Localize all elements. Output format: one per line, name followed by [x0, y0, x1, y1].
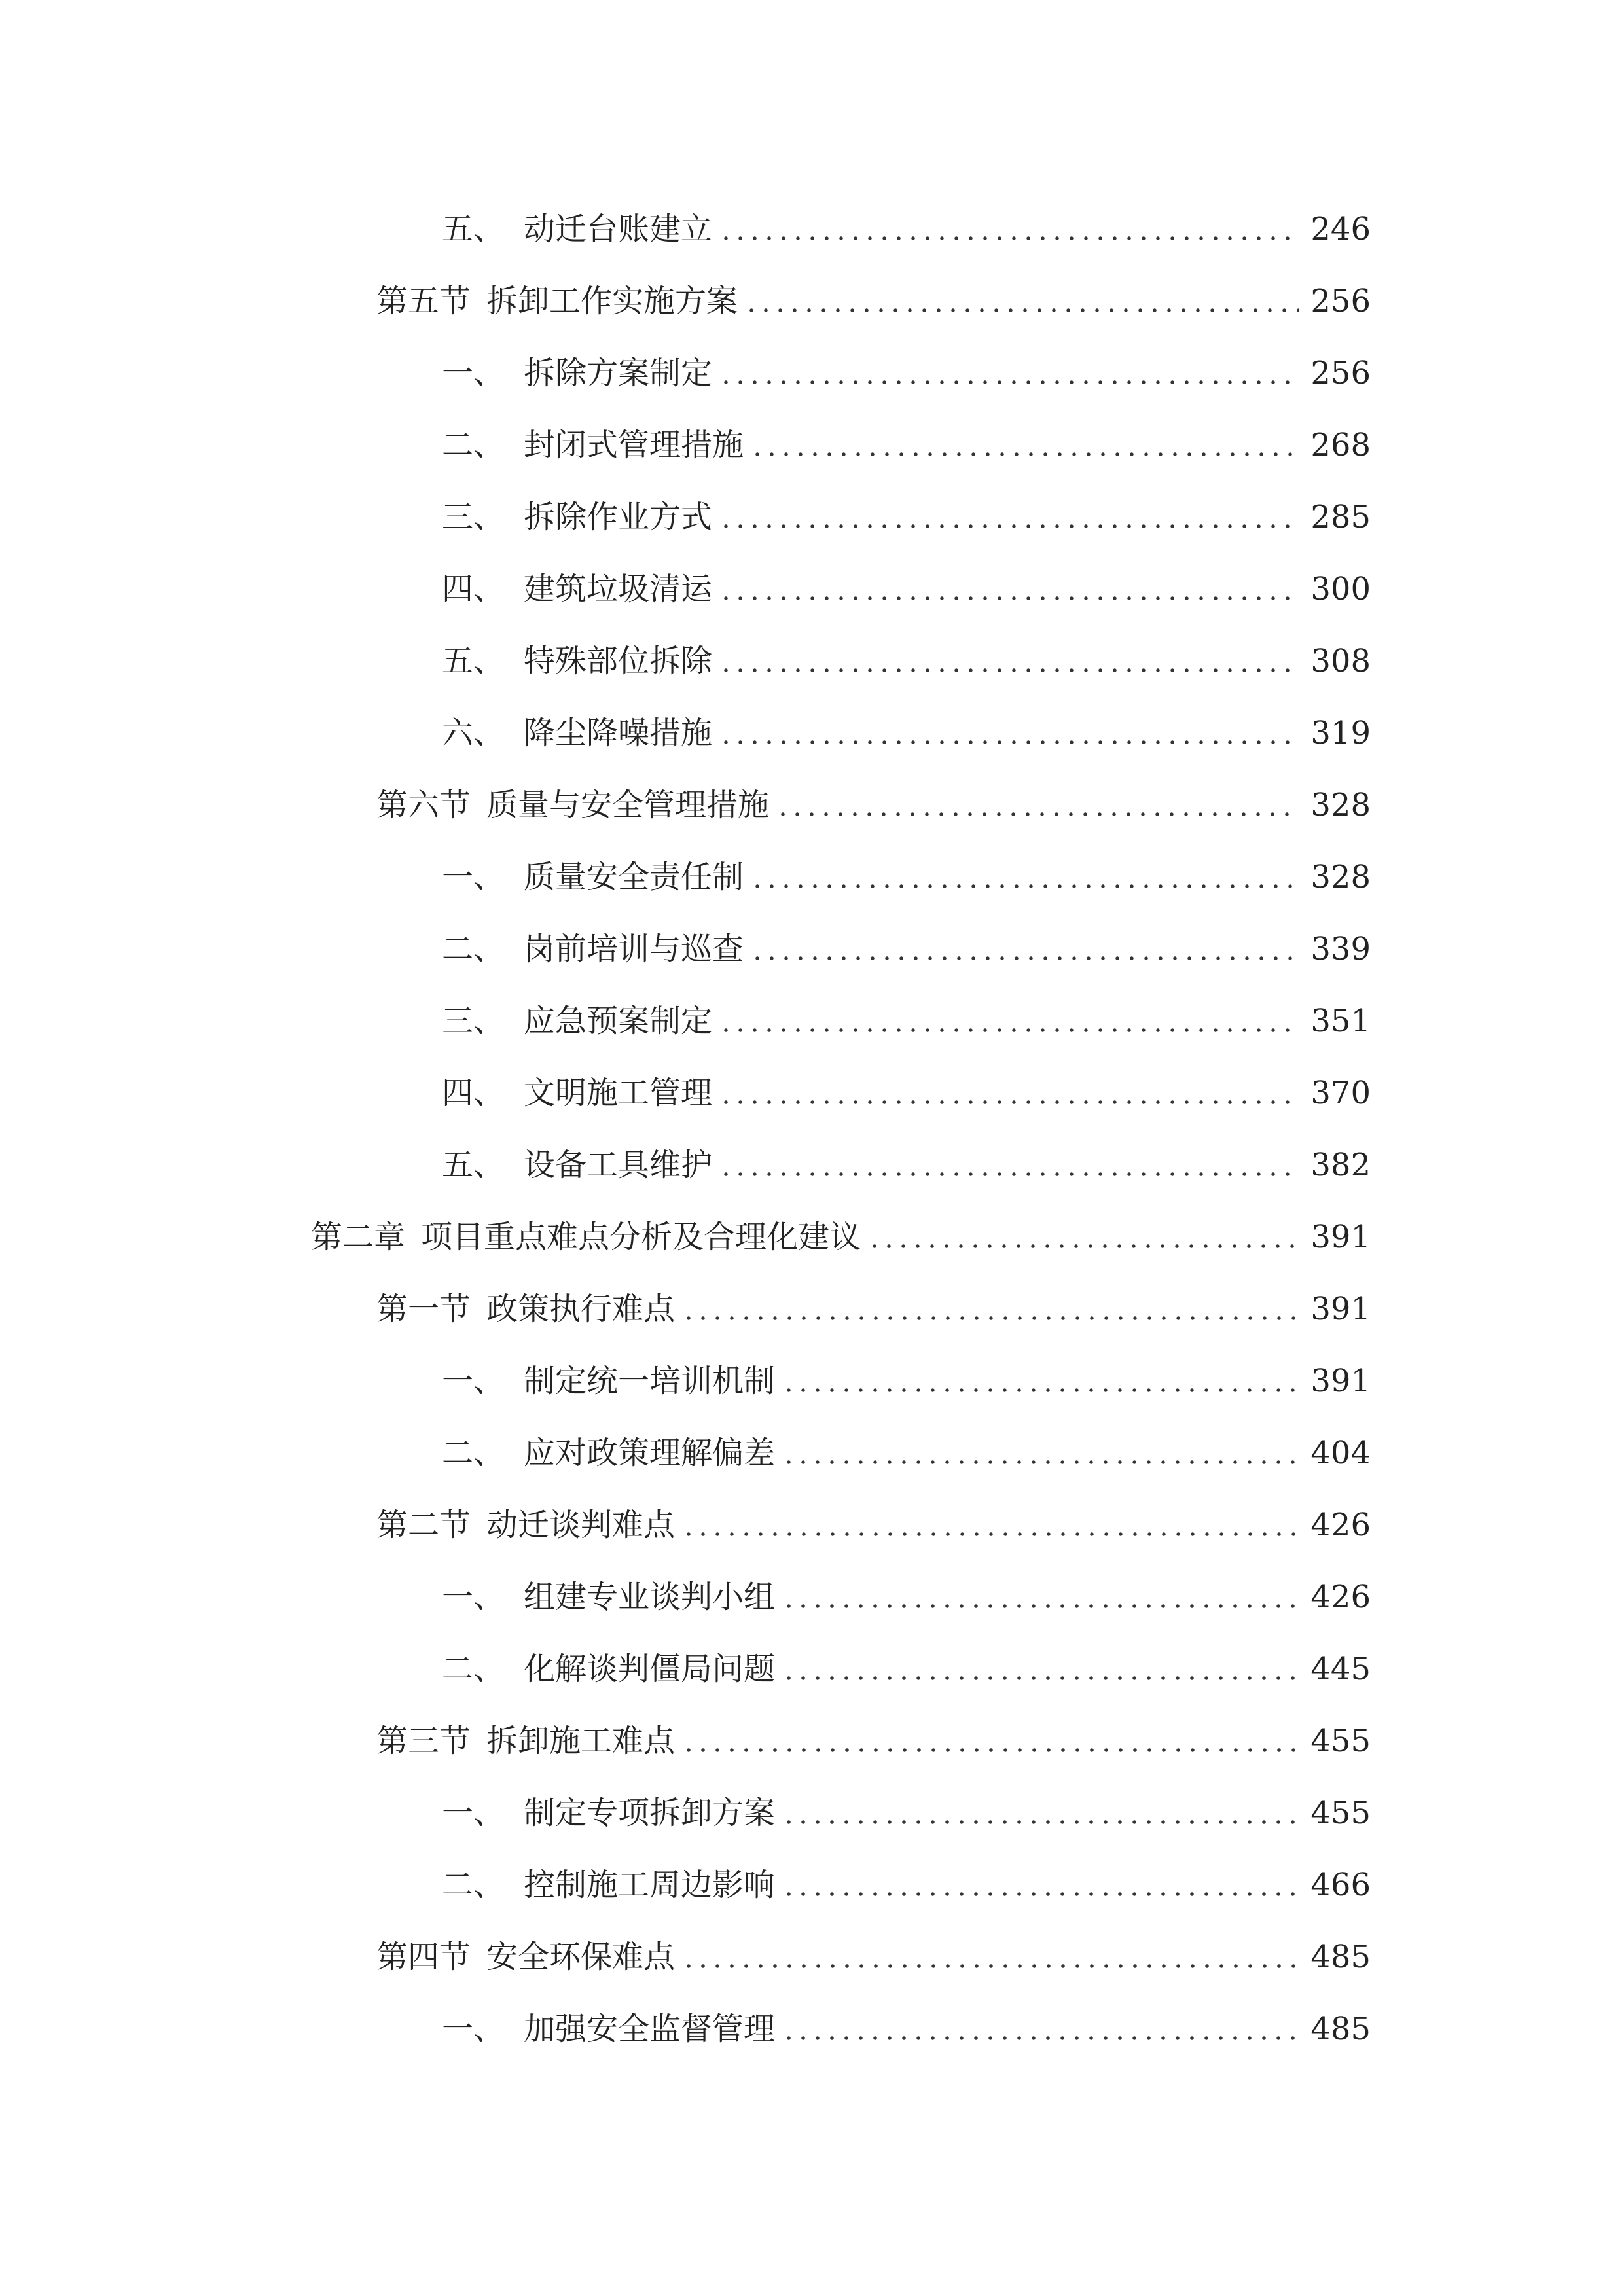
toc-entry-page-number: 455 — [1310, 1795, 1371, 1831]
toc-entry-line — [442, 913, 1371, 985]
dot-leader — [719, 717, 1299, 749]
toc-entry-title: 动迁谈判难点 — [486, 1507, 676, 1543]
toc-entry[interactable] — [0, 1633, 1624, 1705]
toc-entry-title: 建筑垃圾清运 — [524, 571, 713, 607]
dot-leader — [719, 1077, 1299, 1109]
toc-entry-page-number: 382 — [1310, 1147, 1371, 1183]
toc-entry-page-number: 391 — [1310, 1363, 1371, 1399]
toc-entry-number: 二、 — [442, 1435, 505, 1471]
toc-entry-page-number: 308 — [1310, 643, 1371, 679]
toc-entry-number: 第二章 — [311, 1219, 406, 1255]
toc-entry-line — [376, 1705, 1371, 1777]
dot-leader — [867, 1221, 1299, 1253]
dot-leader — [719, 1005, 1299, 1037]
toc-entry-page-number: 319 — [1310, 715, 1371, 751]
dot-leader — [776, 789, 1299, 821]
toc-entry-number: 三、 — [442, 499, 505, 535]
toc-entry[interactable] — [0, 1057, 1624, 1129]
toc-entry-page-number: 445 — [1310, 1651, 1371, 1687]
toc-entry-title: 项目重点难点分析及合理化建议 — [421, 1219, 861, 1255]
toc-entry-line — [442, 1345, 1371, 1417]
toc-entry-line — [442, 841, 1371, 913]
toc-entry-page-number: 466 — [1310, 1867, 1371, 1903]
toc-entry-line — [442, 1633, 1371, 1705]
toc-entry-number: 一、 — [442, 1363, 505, 1399]
toc-entry-page-number: 391 — [1310, 1291, 1371, 1327]
toc-entry-line — [376, 265, 1371, 337]
toc-entry[interactable] — [0, 1273, 1624, 1345]
toc-entry-page-number: 246 — [1310, 211, 1371, 247]
dot-leader — [681, 1293, 1299, 1325]
toc-entry-page-number: 268 — [1310, 427, 1371, 463]
toc-entry-number: 一、 — [442, 1795, 505, 1831]
toc-entry-line — [442, 985, 1371, 1057]
toc-entry[interactable] — [0, 1921, 1624, 1993]
toc-entry-line — [311, 1201, 1371, 1273]
toc-entry-number: 四、 — [442, 571, 505, 607]
toc-entry-page-number: 339 — [1310, 931, 1371, 967]
toc-entry-title: 质量与安全管理措施 — [486, 787, 770, 823]
toc-entry[interactable] — [0, 193, 1624, 265]
toc-entry[interactable] — [0, 1417, 1624, 1489]
toc-entry-line — [442, 1057, 1371, 1129]
toc-entry-page-number: 328 — [1310, 787, 1371, 823]
toc-entry-line — [442, 337, 1371, 409]
toc-entry-number: 一、 — [442, 2011, 505, 2047]
dot-leader — [782, 1437, 1299, 1469]
toc-entry-title: 安全环保难点 — [486, 1939, 676, 1975]
toc-entry-page-number: 351 — [1310, 1003, 1371, 1039]
toc-entry-title: 拆卸工作实施方案 — [486, 283, 738, 319]
dot-leader — [782, 1365, 1299, 1397]
dot-leader — [719, 573, 1299, 605]
toc-entry-number: 第六节 — [376, 787, 471, 823]
toc-entry-line — [442, 1417, 1371, 1489]
toc-entry[interactable] — [0, 481, 1624, 553]
toc-entry-number: 第二节 — [376, 1507, 471, 1543]
toc-entry-title: 拆除方案制定 — [524, 355, 713, 391]
toc-entry-line — [376, 1489, 1371, 1561]
toc-entry-page-number: 485 — [1310, 2011, 1371, 2047]
toc-entry-line — [442, 1993, 1371, 2065]
dot-leader — [719, 501, 1299, 533]
toc-entry-title: 制定专项拆卸方案 — [524, 1795, 776, 1831]
toc-entry-number: 二、 — [442, 1651, 505, 1687]
toc-entry-title: 文明施工管理 — [524, 1075, 713, 1111]
dot-leader — [681, 1941, 1299, 1973]
toc-entry-number: 一、 — [442, 355, 505, 391]
dot-leader — [681, 1509, 1299, 1541]
toc-entry-number: 三、 — [442, 1003, 505, 1039]
toc-entry-title: 拆除作业方式 — [524, 499, 713, 535]
toc-entry-title: 制定统一培训机制 — [524, 1363, 776, 1399]
toc-entry-number: 六、 — [442, 715, 505, 751]
toc-entry[interactable] — [0, 1345, 1624, 1417]
dot-leader — [750, 933, 1299, 965]
toc-entry-page-number: 404 — [1310, 1435, 1371, 1471]
toc-entry-line — [442, 697, 1371, 769]
toc-entry-number: 一、 — [442, 1579, 505, 1615]
toc-entry-number: 二、 — [442, 427, 505, 463]
toc-entry-line — [442, 409, 1371, 481]
toc-entry-page-number: 426 — [1310, 1507, 1371, 1543]
dot-leader — [719, 357, 1299, 389]
toc-entry-title: 质量安全责任制 — [524, 859, 744, 895]
dot-leader — [719, 1149, 1299, 1181]
toc-entry[interactable] — [0, 1705, 1624, 1777]
dot-leader — [681, 1725, 1299, 1757]
toc-entry-number: 第三节 — [376, 1723, 471, 1759]
toc-entry[interactable] — [0, 985, 1624, 1057]
toc-entry-number: 五、 — [442, 643, 505, 679]
toc-entry[interactable] — [0, 1129, 1624, 1201]
toc-entry-title: 控制施工周边影响 — [524, 1867, 776, 1903]
dot-leader — [719, 213, 1299, 245]
dot-leader — [782, 1581, 1299, 1613]
toc-entry-page-number: 300 — [1310, 571, 1371, 607]
toc-entry-line — [442, 1129, 1371, 1201]
toc-entry-title: 设备工具维护 — [524, 1147, 713, 1183]
toc-entry-line — [442, 553, 1371, 625]
toc-entry-title: 加强安全监督管理 — [524, 2011, 776, 2047]
toc-entry[interactable] — [0, 697, 1624, 769]
toc-entry-title: 政策执行难点 — [486, 1291, 676, 1327]
toc-entry[interactable] — [0, 1561, 1624, 1633]
toc-entry-page-number: 485 — [1310, 1939, 1371, 1975]
toc-entry-number: 第五节 — [376, 283, 471, 319]
table-of-contents — [0, 193, 1624, 2065]
toc-entry[interactable] — [0, 265, 1624, 337]
toc-entry-number: 四、 — [442, 1075, 505, 1111]
toc-entry-title: 拆卸施工难点 — [486, 1723, 676, 1759]
toc-entry[interactable] — [0, 1489, 1624, 1561]
toc-entry-line — [376, 1921, 1371, 1993]
toc-entry-page-number: 256 — [1310, 283, 1371, 319]
toc-entry[interactable] — [0, 553, 1624, 625]
toc-entry[interactable] — [0, 1201, 1624, 1273]
toc-entry-line — [376, 769, 1371, 841]
toc-entry[interactable] — [0, 913, 1624, 985]
toc-entry-line — [442, 193, 1371, 265]
toc-entry-title: 动迁台账建立 — [524, 211, 713, 247]
dot-leader — [744, 285, 1299, 317]
toc-entry-title: 岗前培训与巡查 — [524, 931, 744, 967]
dot-leader — [782, 1869, 1299, 1901]
toc-entry-line — [442, 1777, 1371, 1849]
toc-entry-title: 化解谈判僵局问题 — [524, 1651, 776, 1687]
dot-leader — [750, 861, 1299, 893]
toc-entry-line — [442, 1849, 1371, 1921]
toc-entry-number: 第一节 — [376, 1291, 471, 1327]
toc-entry-line — [442, 625, 1371, 697]
toc-entry-page-number: 256 — [1310, 355, 1371, 391]
toc-entry-title: 应急预案制定 — [524, 1003, 713, 1039]
toc-entry-title: 特殊部位拆除 — [524, 643, 713, 679]
toc-entry-number: 二、 — [442, 1867, 505, 1903]
toc-entry-page-number: 285 — [1310, 499, 1371, 535]
dot-leader — [750, 429, 1299, 461]
dot-leader — [719, 645, 1299, 677]
toc-entry-line — [376, 1273, 1371, 1345]
toc-entry-number: 五、 — [442, 1147, 505, 1183]
toc-entry-page-number: 328 — [1310, 859, 1371, 895]
toc-entry[interactable] — [0, 1849, 1624, 1921]
toc-entry[interactable] — [0, 409, 1624, 481]
toc-entry-title: 封闭式管理措施 — [524, 427, 744, 463]
toc-entry-number: 第四节 — [376, 1939, 471, 1975]
dot-leader — [782, 2013, 1299, 2045]
toc-entry-number: 五、 — [442, 211, 505, 247]
toc-entry-line — [442, 1561, 1371, 1633]
dot-leader — [782, 1797, 1299, 1829]
toc-entry-page-number: 391 — [1310, 1219, 1371, 1255]
toc-entry-page-number: 370 — [1310, 1075, 1371, 1111]
toc-entry-title: 组建专业谈判小组 — [524, 1579, 776, 1615]
toc-entry[interactable] — [0, 1777, 1624, 1849]
toc-entry-number: 二、 — [442, 931, 505, 967]
toc-entry-page-number: 455 — [1310, 1723, 1371, 1759]
toc-entry-page-number: 426 — [1310, 1579, 1371, 1615]
toc-entry[interactable] — [0, 1993, 1624, 2065]
toc-entry[interactable] — [0, 625, 1624, 697]
dot-leader — [782, 1653, 1299, 1685]
toc-entry-number: 一、 — [442, 859, 505, 895]
toc-entry-title: 降尘降噪措施 — [524, 715, 713, 751]
toc-entry-line — [442, 481, 1371, 553]
toc-entry[interactable] — [0, 337, 1624, 409]
toc-entry-title: 应对政策理解偏差 — [524, 1435, 776, 1471]
toc-entry[interactable] — [0, 841, 1624, 913]
toc-entry[interactable] — [0, 769, 1624, 841]
